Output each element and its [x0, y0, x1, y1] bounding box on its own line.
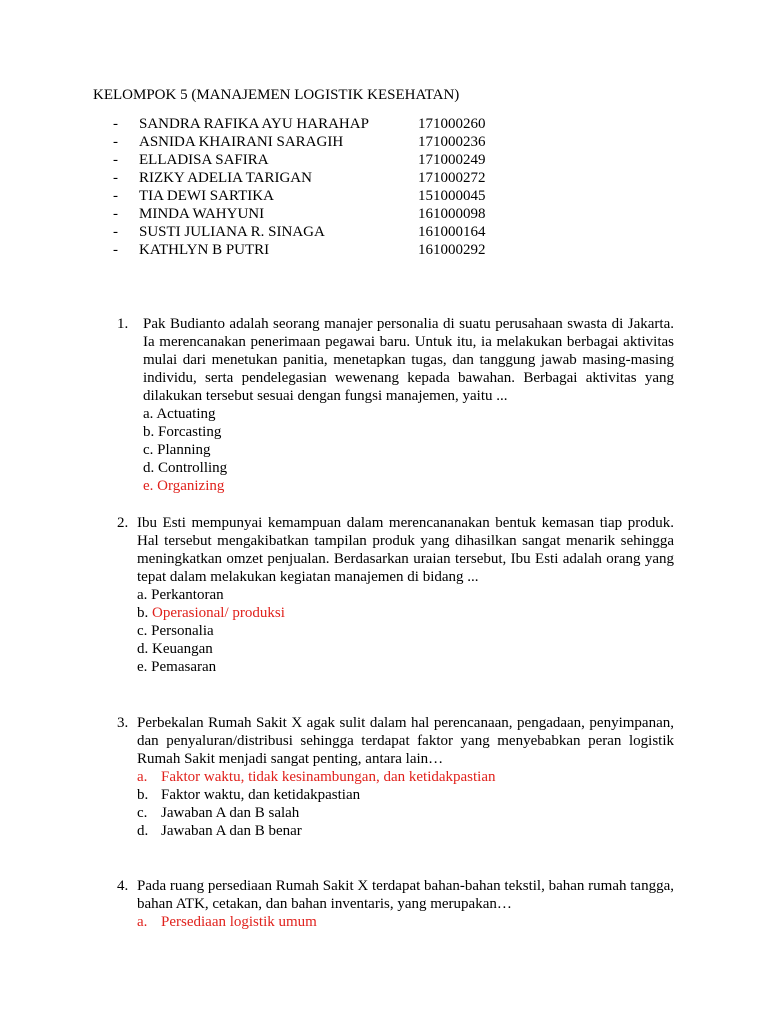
question-text: Pada ruang persediaan Rumah Sakit X terdapat bahan-bahan tekstil, bahan rumah tangga, bahan ATK, cetakan, dan bahan inventaris, yang merupakan… — [137, 878, 674, 912]
question-1 — [117, 315, 674, 495]
option-b: b. Forcasting — [143, 424, 222, 440]
option-a: a. Actuating — [143, 406, 216, 422]
member-dash: - — [113, 116, 118, 132]
answer-options — [137, 913, 674, 931]
option-c: c. Planning — [143, 442, 211, 458]
member-dash: - — [113, 224, 118, 240]
option-label: b. — [137, 605, 149, 621]
option-text: Operasional/ produksi — [152, 605, 285, 621]
member-name: MINDA WAHYUNI — [139, 206, 265, 222]
question-number: 4. — [117, 878, 129, 894]
question-text: Ibu Esti mempunyai kemampuan dalam merencananakan bentuk kemasan tiap produk. Hal tersebut mengakibatkan tampilan produk yang dihasilkan sangat menarik sehingga meningkatkan omzet penjualan. Berdasarkan uraian tersebut, Ibu Esti adalah orang yang tepat dalam melakukan kegiatan manajemen di bidang ... — [137, 515, 674, 585]
page-title: KELOMPOK 5 (MANAJEMEN LOGISTIK KESEHATAN) — [93, 87, 460, 103]
option-label: c. — [137, 805, 148, 821]
question-4 — [117, 877, 674, 931]
option-d: d. Controlling — [143, 460, 228, 476]
option-text: Jawaban A dan B benar — [161, 823, 302, 839]
option-a-answer — [137, 913, 674, 931]
member-name: SUSTI JULIANA R. SINAGA — [139, 224, 325, 240]
member-name: RIZKY ADELIA TARIGAN — [139, 170, 312, 186]
option-a-answer — [137, 768, 674, 786]
question-3 — [117, 714, 674, 840]
member-dash: - — [113, 152, 118, 168]
member-nim: 161000098 — [418, 206, 486, 222]
option-d — [137, 822, 674, 840]
member-dash: - — [113, 242, 118, 258]
option-e-answer: e. Organizing — [143, 478, 225, 494]
answer-options — [143, 405, 674, 495]
member-dash: - — [113, 188, 118, 204]
question-number: 3. — [117, 715, 129, 731]
member-nim: 171000249 — [418, 152, 486, 168]
member-dash: - — [113, 170, 118, 186]
option-label: a. — [137, 914, 148, 930]
option-label: a. — [137, 769, 148, 785]
option-c — [137, 804, 674, 822]
member-name: KATHLYN B PUTRI — [139, 242, 270, 258]
member-dash: - — [113, 134, 118, 150]
answer-options — [137, 586, 674, 676]
answer-options — [137, 768, 674, 840]
member-nim: 171000272 — [418, 170, 486, 186]
member-dash: - — [113, 206, 118, 222]
member-name: ASNIDA KHAIRANI SARAGIH — [139, 134, 344, 150]
option-label: b. — [137, 787, 149, 803]
option-text: Faktor waktu, tidak kesinambungan, dan ketidakpastian — [161, 769, 496, 785]
option-a: a. Perkantoran — [137, 587, 224, 603]
member-nim: 151000045 — [418, 188, 486, 204]
question-text: Perbekalan Rumah Sakit X agak sulit dalam hal perencanaan, pengadaan, penyimpanan, dan penyaluran/distribusi sehingga terdapat faktor yang menyebabkan peran logistik Rumah Sakit menjadi sangat penting, antara lain… — [137, 715, 674, 767]
option-e: e. Pemasaran — [137, 659, 217, 675]
question-text: Pak Budianto adalah seorang manajer personalia di suatu perusahaan swasta di Jakarta. Ia merencanakan penerimaan pegawai baru. Untuk itu, ia melakukan berbagai aktivitas mulai dari menetukan panitia, menetapkan tugas, dan tanggung jawab masing-masing individu, serta pendelegasian wewenang kepada bawahan. Berbagai aktivitas yang dilakukan tersebut sesuai dengan fungsi manajemen, yaitu ... — [143, 316, 674, 404]
option-text: Jawaban A dan B salah — [161, 805, 300, 821]
member-nim: 171000236 — [418, 134, 486, 150]
question-number: 1. — [117, 316, 129, 332]
option-b-answer — [137, 604, 674, 622]
member-name: TIA DEWI SARTIKA — [139, 188, 274, 204]
member-nim: 161000164 — [418, 224, 486, 240]
member-name: SANDRA RAFIKA AYU HARAHAP — [139, 116, 369, 132]
question-2 — [117, 514, 674, 676]
option-text: Faktor waktu, dan ketidakpastian — [161, 787, 361, 803]
member-nim: 171000260 — [418, 116, 486, 132]
member-name: ELLADISA SAFIRA — [139, 152, 269, 168]
option-c: c. Personalia — [137, 623, 214, 639]
option-d: d. Keuangan — [137, 641, 213, 657]
option-b — [137, 786, 674, 804]
member-nim: 161000292 — [418, 242, 486, 258]
question-number: 2. — [117, 515, 129, 531]
option-text: Persediaan logistik umum — [161, 914, 317, 930]
option-label: d. — [137, 823, 149, 839]
